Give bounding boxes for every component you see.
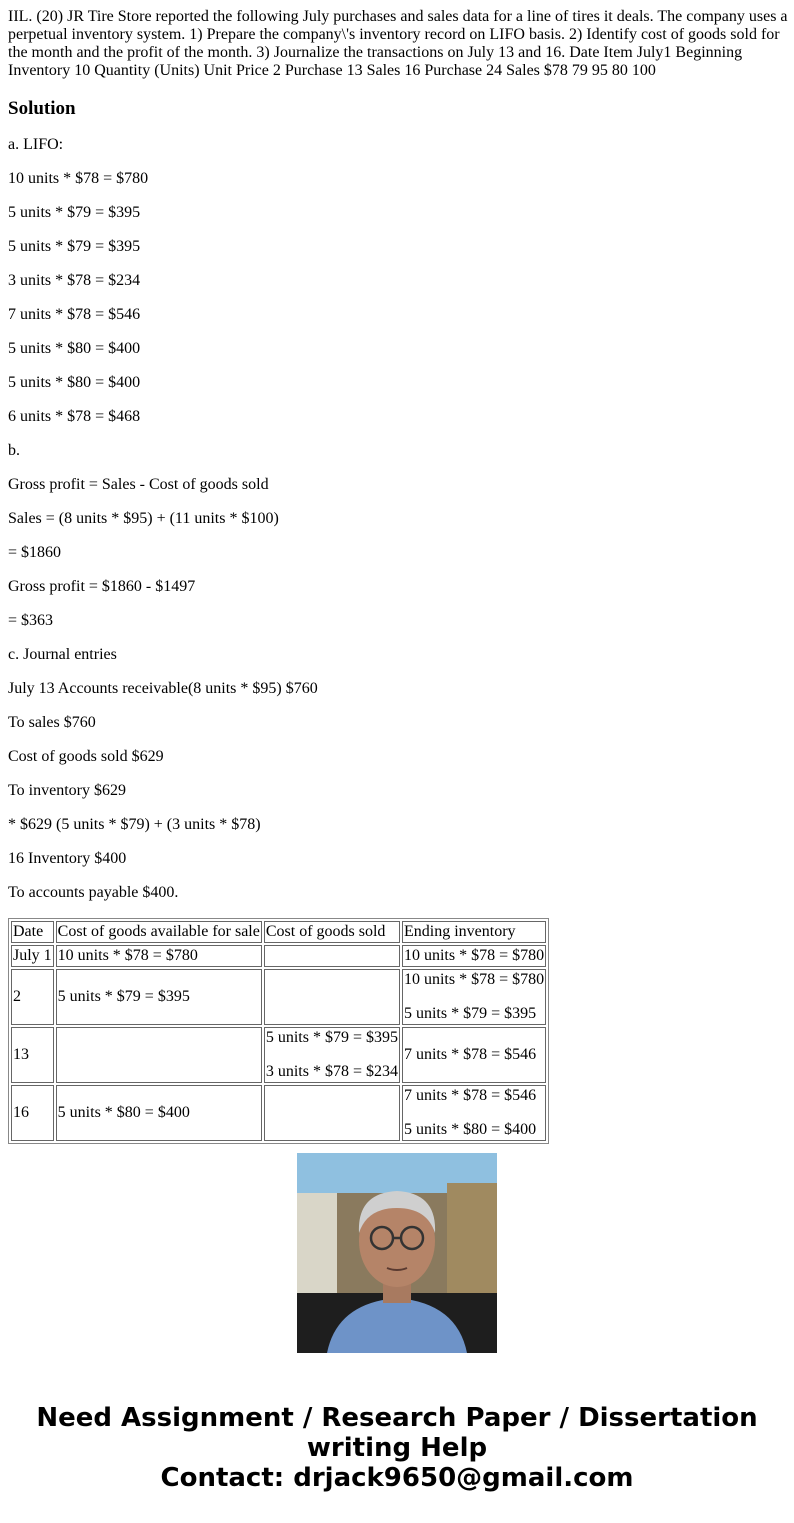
solution-document <box>8 0 788 1138</box>
table-header-row <box>11 921 546 943</box>
solution-line: = $363 <box>8 612 54 629</box>
solution-line: 5 units * $79 = $395 <box>8 238 141 255</box>
solution-heading: Solution <box>8 98 76 119</box>
available-cell <box>56 969 262 1025</box>
solution-line: 3 units * $78 = $234 <box>8 272 141 289</box>
solution-line: a. LIFO: <box>8 136 64 153</box>
solution-line: Gross profit = $1860 - $1497 <box>8 578 196 595</box>
author-avatar <box>297 1153 497 1353</box>
cogs-cell <box>264 969 400 1025</box>
solution-line: * $629 (5 units * $79) + (3 units * $78) <box>8 816 261 833</box>
cell-line: 5 units * $79 = $395 <box>57 988 190 1005</box>
cell-line: 10 units * $78 = $780 <box>57 947 198 964</box>
cell-line: 5 units * $79 = $395 <box>265 1029 398 1046</box>
solution-line: 5 units * $79 = $395 <box>8 204 141 221</box>
ending-cell <box>402 1027 546 1083</box>
contact-footer <box>0 1403 794 1493</box>
solution-line: 10 units * $78 = $780 <box>8 170 149 187</box>
solution-line: 7 units * $78 = $546 <box>8 306 141 323</box>
footer-line-2: writing Help <box>306 1433 488 1463</box>
table-header-cell: Cost of goods sold <box>264 921 400 943</box>
cell-line: 7 units * $78 = $546 <box>403 1087 537 1104</box>
solution-line: To sales $760 <box>8 714 96 731</box>
ending-cell <box>402 945 546 967</box>
solution-line: Sales = (8 units * $95) + (11 units * $100) <box>8 510 279 527</box>
solution-line: 16 Inventory $400 <box>8 850 127 867</box>
table-row <box>11 1027 546 1083</box>
solution-line: b. <box>8 442 20 459</box>
table-row <box>11 1085 546 1141</box>
ending-cell <box>402 1085 546 1141</box>
person-portrait-icon <box>297 1153 497 1353</box>
solution-line: 5 units * $80 = $400 <box>8 340 141 357</box>
cell-line: 7 units * $78 = $546 <box>403 1046 537 1063</box>
table-header-cell: Ending inventory <box>402 921 546 943</box>
footer-contact-email[interactable]: Contact: drjack9650@gmail.com <box>160 1463 634 1493</box>
cell-line: 5 units * $80 = $400 <box>57 1104 190 1121</box>
solution-line: = $1860 <box>8 544 62 561</box>
solution-line: 5 units * $80 = $400 <box>8 374 141 391</box>
cogs-cell <box>264 945 400 967</box>
date-cell: 16 <box>11 1085 54 1141</box>
question-text: IIL. (20) JR Tire Store reported the following July purchases and sales data for a line of tires it deals. The company uses a perpetual inventory system. 1) Prepare the company\'s inventory record on LIFO basis. 2) Identify cost of goods sold for the month and the profit of the month. 3) Journalize the transactions on July 13 and 16. Date Item July1 Beginning Inventory 10 Quantity (Units) Unit Price 2 Purchase 13 Sales 16 Purchase 24 Sales $78 79 95 80 100 <box>8 8 788 79</box>
solution-lines <box>8 136 788 902</box>
solution-line: c. Journal entries <box>8 646 117 663</box>
solution-line: Gross profit = Sales - Cost of goods sold <box>8 476 269 493</box>
table-header-cell: Date <box>11 921 54 943</box>
ending-cell <box>402 969 546 1025</box>
table-row <box>11 969 546 1025</box>
available-cell <box>56 1085 262 1141</box>
cell-line: 10 units * $78 = $780 <box>403 947 545 964</box>
cogs-cell <box>264 1085 400 1141</box>
solution-line: To accounts payable $400. <box>8 884 179 901</box>
date-cell: 13 <box>11 1027 54 1083</box>
cell-line: 5 units * $79 = $395 <box>403 1005 537 1022</box>
cell-line: 10 units * $78 = $780 <box>403 971 545 988</box>
available-cell <box>56 945 262 967</box>
date-cell: July 1 <box>11 945 54 967</box>
cell-line: 5 units * $80 = $400 <box>403 1121 537 1138</box>
cell-line: 3 units * $78 = $234 <box>265 1063 398 1080</box>
cogs-cell <box>264 1027 400 1083</box>
solution-line: Cost of goods sold $629 <box>8 748 164 765</box>
solution-line: To inventory $629 <box>8 782 126 799</box>
solution-line: July 13 Accounts receivable(8 units * $95) $760 <box>8 680 318 697</box>
solution-line: 6 units * $78 = $468 <box>8 408 141 425</box>
available-cell <box>56 1027 262 1083</box>
date-cell: 2 <box>11 969 54 1025</box>
footer-line-1: Need Assignment / Research Paper / Dissertation <box>36 1403 758 1433</box>
table-header-cell: Cost of goods available for sale <box>56 921 262 943</box>
table-row <box>11 945 546 967</box>
inventory-table <box>8 918 549 1144</box>
